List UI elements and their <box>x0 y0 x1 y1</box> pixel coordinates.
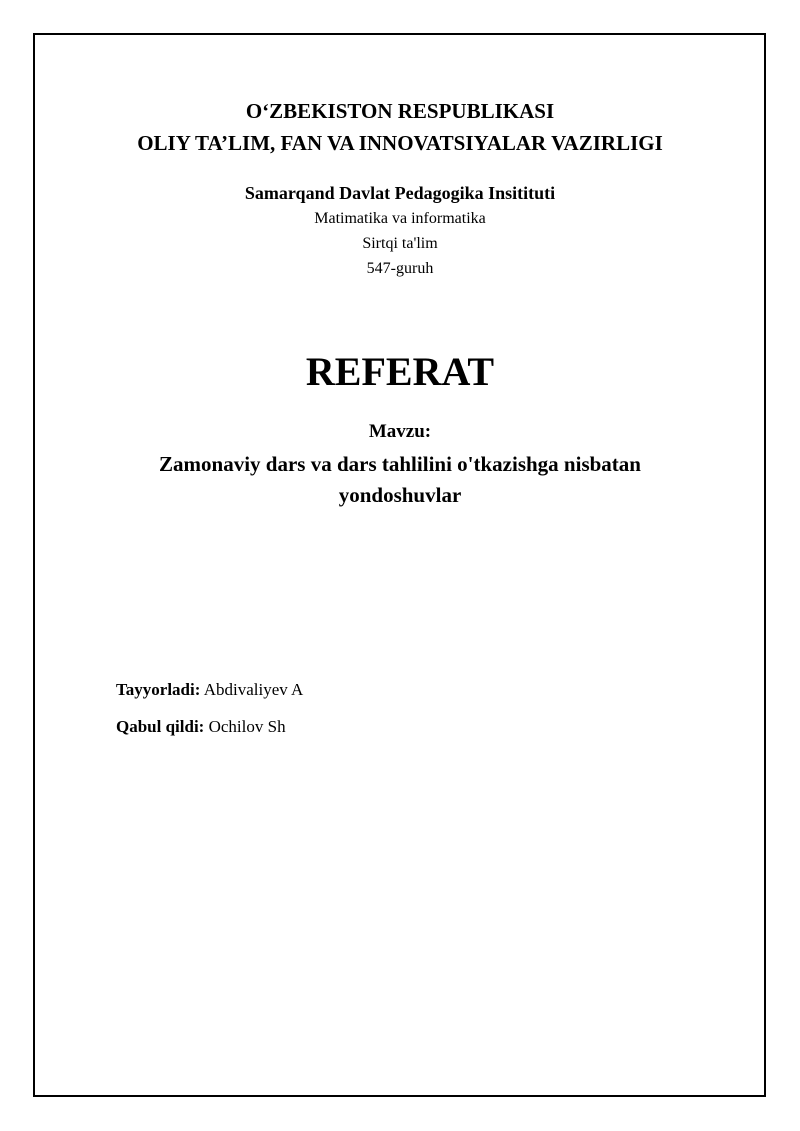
accepted-by-name: Ochilov Sh <box>208 717 286 736</box>
prepared-by <box>116 679 303 701</box>
topic-line-1: Zamonaviy dars va dars tahlilini o'tkazishga nisbatan <box>159 452 641 476</box>
republic-title: O‘ZBEKISTON RESPUBLIKASI <box>245 99 555 123</box>
accepted-by-label: Qabul qildi: <box>116 717 205 736</box>
topic-label: Mavzu: <box>368 421 432 442</box>
institute-name: Samarqand Davlat Pedagogika Insitituti <box>244 183 556 203</box>
prepared-by-name: Abdivaliyev A <box>203 680 304 699</box>
ministry-title: OLIY TA’LIM, FAN VA INNOVATSIYALAR VAZIRLIGI <box>137 131 663 155</box>
department-name: Matimatika va informatika <box>314 210 486 227</box>
prepared-by-label: Tayyorladi: <box>116 680 201 699</box>
group-number: 547-guruh <box>366 260 434 277</box>
topic-line-2: yondoshuvlar <box>338 483 462 507</box>
accepted-by <box>116 716 286 738</box>
study-form: Sirtqi ta'lim <box>362 235 438 252</box>
document-type-title: REFERAT <box>305 349 495 394</box>
